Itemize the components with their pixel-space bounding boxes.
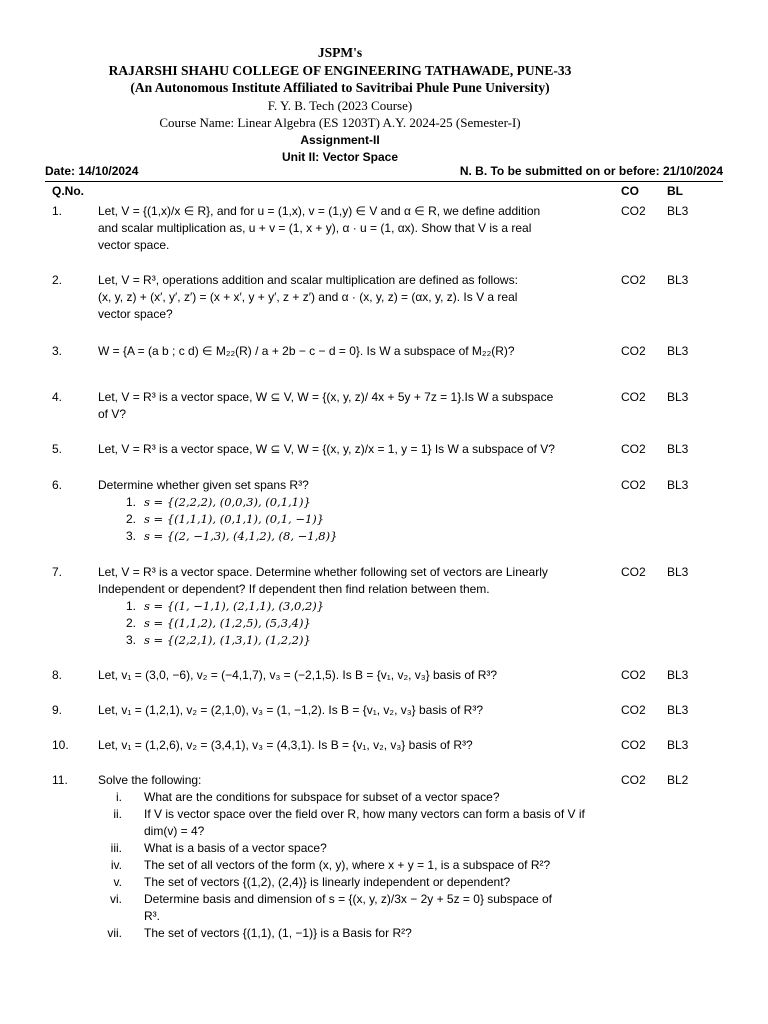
question-line: and scalar multiplication as, u + v = (1, x + y), α · u = (1, αx). Show that V is a real	[98, 221, 532, 235]
question-line: (x, y, z) + (x′, y′, z′) = (x + x′, y + y′, z + z′) and α · (x, y, z) = (αx, y, z). Is V a real	[98, 290, 518, 304]
question-text	[98, 441, 608, 458]
question-text	[98, 272, 608, 323]
sub-question-text	[144, 857, 604, 874]
course-outcome: CO2	[621, 344, 646, 358]
question-number: 4.	[52, 390, 63, 404]
sub-question-text	[144, 806, 604, 840]
question-number: 10.	[52, 738, 69, 752]
sub-question-set: s = {(1,1,2), (1,2,5), (5,3,4)}	[144, 616, 311, 630]
question-number: 6.	[52, 478, 63, 492]
sub-question-set: s = {(2, −1,3), (4,1,2), (8, −1,8)}	[144, 529, 338, 543]
college-name: RAJARSHI SHAHU COLLEGE OF ENGINEERING TATHAWADE, PUNE-33	[108, 62, 572, 78]
question-number: 11.	[52, 773, 68, 787]
question-number: 2.	[52, 273, 63, 287]
sub-question-line: dim(v) = 4?	[144, 824, 205, 838]
blooms-level: BL3	[667, 273, 689, 287]
blooms-level: BL3	[667, 565, 689, 579]
question-line: Let, V = R³ is a vector space, W ⊆ V, W = {(x, y, z)/x = 1, y = 1} Is W a subspace of V?	[98, 442, 555, 456]
sub-question	[98, 494, 608, 511]
question-line: vector space?	[98, 307, 173, 321]
unit-title: Unit II: Vector Space	[281, 150, 399, 164]
course-name: Course Name: Linear Algebra (ES 1203T) A.Y. 2024-25 (Semester-I)	[159, 115, 521, 130]
sub-question-text	[144, 840, 604, 857]
blooms-level: BL3	[667, 478, 689, 492]
question-text	[98, 564, 608, 649]
question-line: Let, V = R³ is a vector space. Determine whether following set of vectors are Linearly	[98, 565, 548, 579]
assignment-title: Assignment-II	[300, 132, 380, 147]
date-row	[45, 164, 723, 182]
sub-question	[98, 925, 608, 942]
question-text	[98, 477, 608, 545]
blooms-level: BL3	[667, 442, 689, 456]
question-text	[98, 343, 608, 360]
course-outcome: CO2	[621, 442, 646, 456]
sub-question-number: v.	[113, 875, 122, 889]
sub-question-number: ii.	[113, 807, 122, 821]
sub-question-number: 3.	[125, 633, 136, 647]
blooms-level: BL3	[667, 738, 689, 752]
sub-question-number: 2.	[125, 512, 136, 526]
sub-question	[98, 615, 608, 632]
course-outcome: CO2	[621, 478, 646, 492]
question-line: Let, v₁ = (3,0, −6), v₂ = (−4,1,7), v₃ = (−2,1,5). Is B = {v₁, v₂, v₃} basis of R³?	[98, 668, 498, 682]
sub-question-line: The set of vectors {(1,1), (1, −1)} is a Basis for R²?	[144, 926, 412, 940]
bl-header: BL	[667, 184, 683, 198]
course-outcome: CO2	[621, 565, 646, 579]
sub-question-number: 2.	[125, 616, 136, 630]
sub-question-set: s = {(1,1,1), (0,1,1), (0,1, −1)}	[144, 512, 325, 526]
sub-question-text	[144, 891, 604, 925]
question-text	[98, 702, 608, 719]
blooms-level: BL3	[667, 344, 689, 358]
program: F. Y. B. Tech (2023 Course)	[267, 97, 413, 113]
course-outcome: CO2	[621, 204, 646, 218]
question-text	[98, 737, 608, 754]
question-number: 1.	[52, 204, 63, 218]
question-text	[98, 389, 608, 423]
sub-question	[98, 857, 608, 874]
sub-question	[98, 806, 608, 840]
course-outcome: CO2	[621, 390, 646, 404]
sub-question	[98, 874, 608, 891]
sub-question-line: What are the conditions for subspace for subset of a vector space?	[144, 790, 500, 804]
sub-question	[98, 789, 608, 806]
sub-question-number: 1.	[125, 495, 136, 509]
sub-question-number: iv.	[110, 858, 122, 872]
org-name: JSPM's	[317, 45, 363, 60]
sub-question-number: 3.	[125, 529, 136, 543]
sub-question-number: vi.	[110, 892, 122, 906]
sub-question-text	[144, 925, 604, 942]
course-outcome: CO2	[621, 773, 646, 787]
question-number: 8.	[52, 668, 63, 682]
blooms-level: BL3	[667, 703, 689, 717]
question-text	[98, 203, 608, 254]
sub-question-set: s = {(1, −1,1), (2,1,1), (3,0,2)}	[144, 599, 325, 613]
sub-question	[98, 511, 608, 528]
question-line: Let, V = R³, operations addition and scalar multiplication are defined as follows:	[98, 273, 518, 287]
sub-question-line: The set of vectors {(1,2), (2,4)} is linearly independent or dependent?	[144, 875, 511, 889]
question-line: vector space.	[98, 238, 170, 252]
question-number: 9.	[52, 703, 63, 717]
question-text	[98, 772, 608, 942]
affiliation: (An Autonomous Institute Affiliated to Savitribai Phule Pune University)	[130, 80, 550, 95]
sub-question-number: iii.	[110, 841, 122, 855]
sub-question	[98, 632, 608, 649]
question-line: Let, V = R³ is a vector space, W ⊆ V, W = {(x, y, z)/ 4x + 5y + 7z = 1}.Is W a subspace	[98, 390, 554, 404]
question-line: Let, V = {(1,x)/x ∈ R}, and for u = (1,x), v = (1,y) ∈ V and α ∈ R, we define addition	[98, 204, 541, 218]
submission-deadline: N. B. To be submitted on or before: 21/10/2024	[459, 164, 723, 178]
course-outcome: CO2	[621, 668, 646, 682]
question-line: Determine whether given set spans R³?	[98, 478, 309, 492]
sub-question-line: What is a basis of a vector space?	[144, 841, 327, 855]
course-outcome: CO2	[621, 738, 646, 752]
question-line: Let, v₁ = (1,2,1), v₂ = (2,1,0), v₃ = (1, −1,2). Is B = {v₁, v₂, v₃} basis of R³?	[98, 703, 484, 717]
qno-header: Q.No.	[52, 184, 84, 198]
sub-question-line: If V is vector space over the field over R, how many vectors can form a basis of V if	[144, 807, 585, 821]
blooms-level: BL3	[667, 668, 689, 682]
question-line: Let, v₁ = (1,2,6), v₂ = (3,4,1), v₃ = (4,3,1). Is B = {v₁, v₂, v₃} basis of R³?	[98, 738, 473, 752]
sub-question-text	[144, 874, 604, 891]
sub-question-set: s = {(2,2,1), (1,3,1), (1,2,2)}	[144, 633, 311, 647]
question-line: Solve the following:	[98, 773, 202, 787]
course-outcome: CO2	[621, 703, 646, 717]
sub-question-number: 1.	[125, 599, 136, 613]
question-line: W = {A = (a b ; c d) ∈ M₂₂(R) / a + 2b − c − d = 0}. Is W a subspace of M₂₂(R)?	[98, 344, 515, 358]
question-text	[98, 667, 608, 684]
sub-question	[98, 598, 608, 615]
question-number: 7.	[52, 565, 63, 579]
sub-question	[98, 891, 608, 925]
question-number: 3.	[52, 344, 63, 358]
sub-question-number: vii.	[107, 926, 122, 940]
document-header	[0, 44, 680, 167]
blooms-level: BL3	[667, 204, 689, 218]
issue-date: Date: 14/10/2024	[45, 164, 139, 178]
question-line: of V?	[98, 407, 127, 421]
blooms-level: BL2	[667, 773, 689, 787]
blooms-level: BL3	[667, 390, 689, 404]
sub-question	[98, 528, 608, 545]
sub-question-line: The set of all vectors of the form (x, y), where x + y = 1, is a subspace of R²?	[144, 858, 551, 872]
question-number: 5.	[52, 442, 63, 456]
sub-question-text	[144, 789, 604, 806]
question-line: Independent or dependent? If dependent then find relation between them.	[98, 582, 490, 596]
sub-question-line: Determine basis and dimension of s = {(x, y, z)/3x − 2y + 5z = 0} subspace of	[144, 892, 552, 906]
sub-question-number: i.	[116, 790, 122, 804]
sub-question-line: R³.	[144, 909, 160, 923]
co-header: CO	[621, 184, 639, 198]
sub-question-set: s = {(2,2,2), (0,0,3), (0,1,1)}	[144, 495, 311, 509]
course-outcome: CO2	[621, 273, 646, 287]
sub-question	[98, 840, 608, 857]
